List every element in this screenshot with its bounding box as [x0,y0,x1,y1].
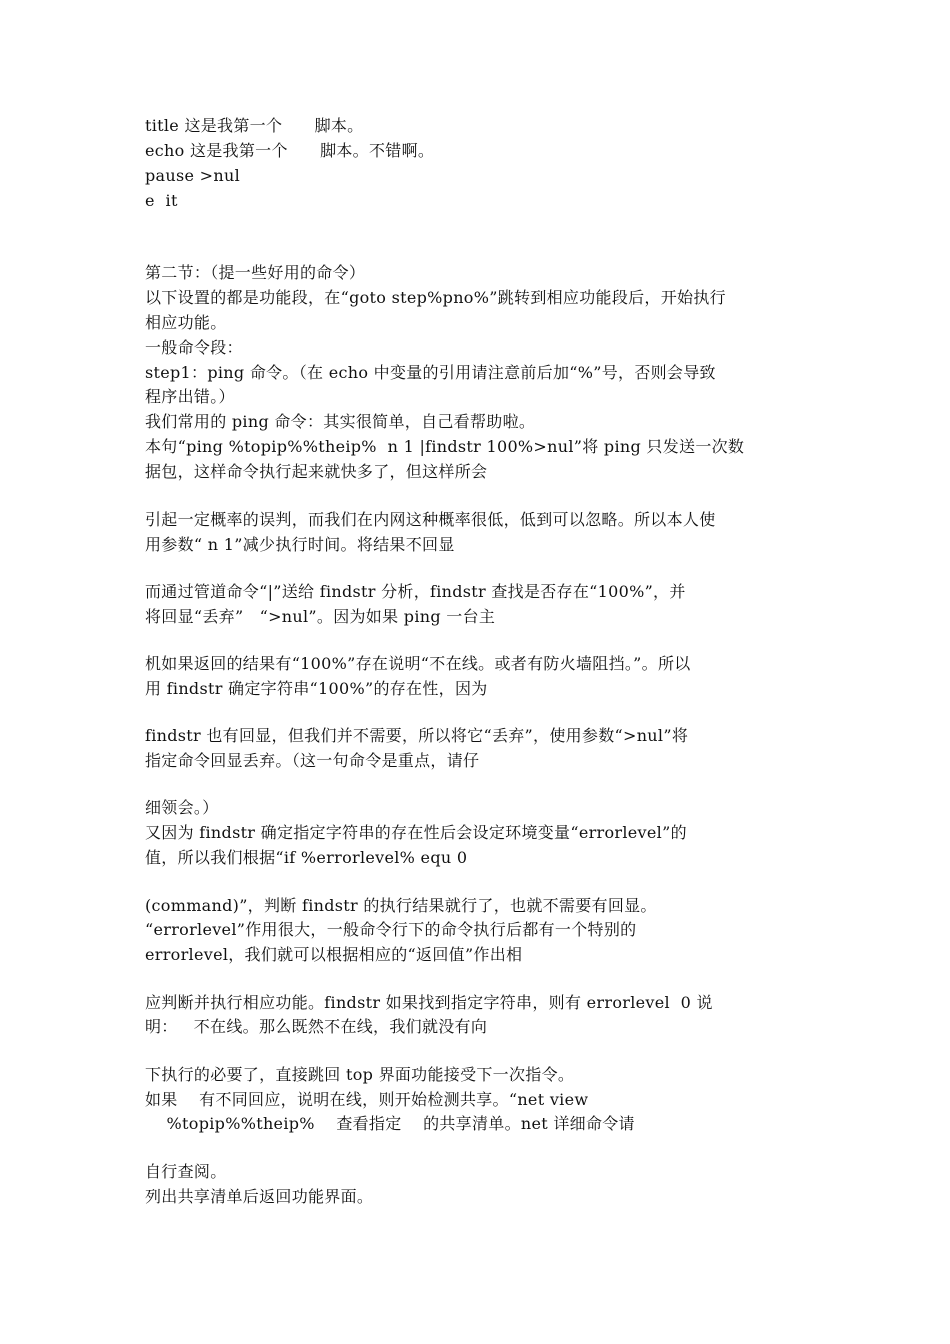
paragraph-line: findstr 也有回显，但我们并不需要，所以将它“丢弃”，使用参数“>nul”将 [145,726,689,745]
paragraph-line: 将回显“丢弃” “>nul”。因为如果 ping 一台主 [145,607,496,626]
paragraph-line: %topip%%theip% 查看指定 的共享清单。net 详细命令请 [145,1114,635,1133]
paragraph-line: 程序出错。） [145,387,235,406]
section-heading: 第二节：（提一些好用的命令） [145,263,366,282]
paragraph-line: 一般命令段： [145,338,243,357]
paragraph-line: 本句“ping %topip%%theip% n 1 |findstr 100%>nul”将 ping 只发送一次数 [145,437,745,456]
paragraph-line: 机如果返回的结果有“100%”存在说明“不在线。或者有防火墙阻挡。”。所以 [145,654,691,673]
paragraph-line: 明： 不在线。那么既然不在线，我们就没有向 [145,1017,488,1036]
script-line-title: title 这是我第一个 脚本。 [145,116,364,135]
paragraph-line: 我们常用的 ping 命令：其实很简单，自己看帮助啦。 [145,412,536,431]
paragraph-line: 用参数“ n 1”减少执行时间。将结果不回显 [145,535,455,554]
paragraph-line: errorlevel，我们就可以根据相应的“返回值”作出相 [145,945,523,964]
paragraph-line: 用 findstr 确定字符串“100%”的存在性，因为 [145,679,488,698]
paragraph-line: 列出共享清单后返回功能界面。 [145,1187,374,1206]
paragraph-line: 又因为 findstr 确定指定字符串的存在性后会设定环境变量“errorlevel”的 [145,823,687,842]
paragraph-line: “errorlevel”作用很大，一般命令行下的命令执行后都有一个特别的 [145,920,637,939]
paragraph-line: 引起一定概率的误判，而我们在内网这种概率很低，低到可以忽略。所以本人使 [145,510,716,529]
script-line-echo: echo 这是我第一个 脚本。不错啊。 [145,141,435,160]
paragraph-line: 细领会。） [145,798,219,817]
paragraph-line: 以下设置的都是功能段，在“goto step%pno%”跳转到相应功能段后，开始执行 [145,288,726,307]
paragraph-line: 而通过管道命令“|”送给 findstr 分析，findstr 查找是否存在“100%”，并 [145,582,686,601]
paragraph-line: 指定命令回显丢弃。（这一句命令是重点，请仔 [145,751,480,770]
paragraph-line: 自行查阅。 [145,1162,227,1181]
paragraph-line: 相应功能。 [145,313,227,332]
paragraph-line: 下执行的必要了，直接跳回 top 界面功能接受下一次指令。 [145,1065,575,1084]
paragraph-line: 值，所以我们根据“if %errorlevel% equ 0 [145,848,468,867]
script-line-exit: e it [145,191,178,210]
paragraph-line: 如果 有不同回应，说明在线，则开始检测共享。“net view [145,1090,589,1109]
paragraph-line: 应判断并执行相应功能。findstr 如果找到指定字符串，则有 errorlevel 0 说 [145,993,713,1012]
paragraph-line: step1：ping 命令。（在 echo 中变量的引用请注意前后加“%”号，否则会导致 [145,363,716,382]
script-line-pause: pause >nul [145,166,240,185]
paragraph-line: (command)”，判断 findstr 的执行结果就行了，也就不需要有回显。 [145,896,657,915]
paragraph-line: 据包，这样命令执行起来就快多了，但这样所会 [145,462,488,481]
